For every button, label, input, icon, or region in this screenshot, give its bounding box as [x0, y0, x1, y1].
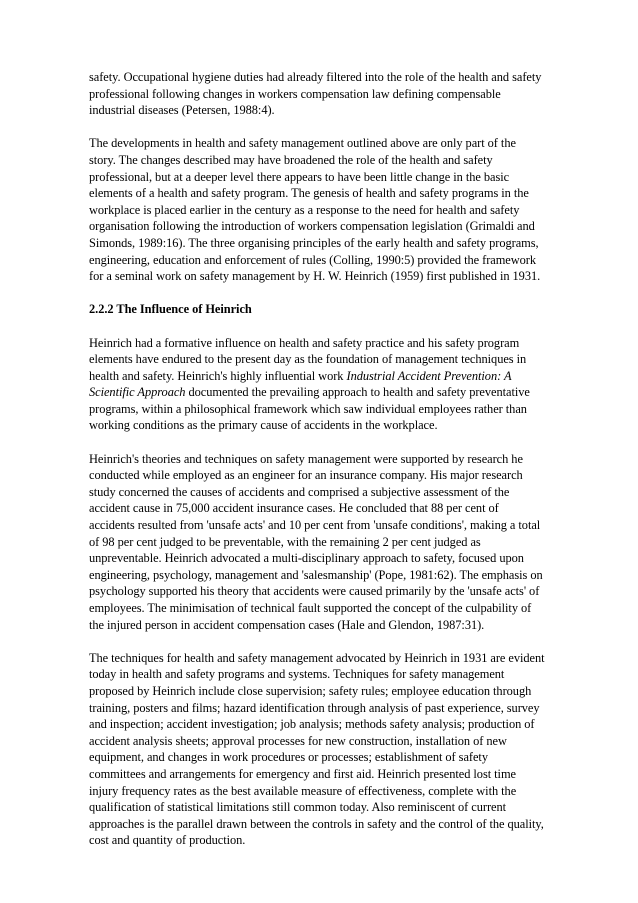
document-page [89, 69, 545, 866]
section-heading: 2.2.2 The Influence of Heinrich [89, 302, 252, 317]
paragraph-heinrich-techniques: The techniques for health and safety management advocated by Heinrich in 1931 are evident today in health and safety programs and systems. Techniques for safety management proposed by Heinrich include close supervision; safety rules; employee education through training, posters and films; hazard identification through analysis of past experience, survey and inspection; accident investigation; job analysis; methods safety analysis; production of accident analysis sheets; approval processes for new construction, installation of new equipment, and changes in work procedures or processes; establishment of safety committees and arrangements for emergency and first aid. Heinrich presented lost time injury frequency rates as the best available measure of effectiveness, complete with the qualification of statistical limitations still common today. Also reminiscent of current approaches is the parallel drawn between the controls in safety and the control of the quality, cost and quantity of production. [89, 650, 545, 848]
paragraph-heinrich-research: Heinrich's theories and techniques on safety management were supported by research he conducted while employed as an engineer for an insurance company. His major research study concerned the causes of accidents and comprised a subjective assessment of the accident cause in 75,000 accident insurance cases. He concluded that 88 per cent of accidents resulted from 'unsafe acts' and 10 per cent from 'unsafe conditions', making a total of 98 per cent judged to be preventable, with the remaining 2 per cent judged as unpreventable. Heinrich advocated a multi-disciplinary approach to safety, focused upon engineering, psychology, management and 'salesmanship' (Pope, 1981:62). The emphasis on psychology supported his theory that accidents were caused primarily by the 'unsafe acts' of employees. The minimisation of technical fault supported the concept of the culpability of the injured person in accident compensation cases (Hale and Glendon, 1987:31). [89, 451, 543, 632]
paragraph-text-before-title: Heinrich had a formative influence on health and safety practice and his safety program elements have endured to the present day as the foundation of management techniques in health and safety. Heinrich's highly influential work [89, 335, 527, 383]
paragraph-text-after-title: documented the prevailing approach to health and safety preventative programs, within a philosophical framework which saw individual employees rather than working conditions as the primary cause of accidents in the workplace. [89, 385, 530, 433]
paragraph-developments: The developments in health and safety management outlined above are only part of the story. The changes described may have broadened the role of the health and safety professional, but at a deeper level there appears to have been little change in the basic elements of a health and safety program. The genesis of health and safety programs in the workplace is placed earlier in the century as a response to the need for health and safety organisation following the introduction of workers compensation legislation (Grimaldi and Simonds, 1989:16). The three organising principles of the early health and safety programs, engineering, education and enforcement of rules (Colling, 1990:5) provided the framework for a seminal work on safety management by H. W. Heinrich (1959) first published in 1931. [89, 136, 541, 284]
book-title: Industrial Accident Prevention: A Scientific Approach [89, 368, 512, 400]
paragraph-occupational-hygiene: safety. Occupational hygiene duties had already filtered into the role of the health and safety professional following changes in workers compensation law defining compensable industrial diseases (Petersen, 1988:4). [89, 70, 542, 118]
paragraph-heinrich-influence [89, 335, 545, 435]
